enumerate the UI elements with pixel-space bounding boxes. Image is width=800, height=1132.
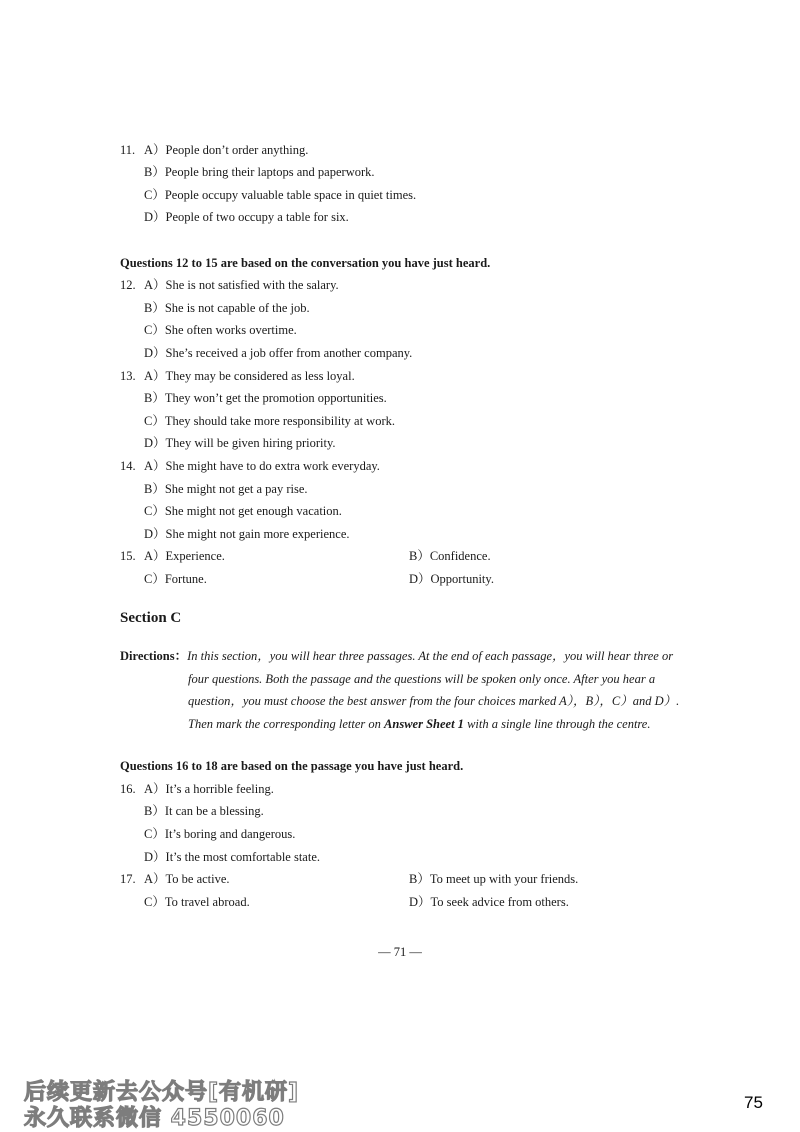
- directions-line-4-start: Then mark the corresponding letter on: [188, 717, 385, 732]
- question-11-option-c: C）People occupy valuable table space in quiet times.: [144, 188, 417, 202]
- question-17-option-a: A）To be active.: [144, 872, 230, 886]
- question-15-number: 15.: [120, 549, 136, 563]
- question-15-option-b: B）Confidence.: [409, 549, 491, 563]
- question-11-option-b: B）People bring their laptops and paperwork.: [144, 165, 375, 179]
- question-17-option-b: B）To meet up with your friends.: [409, 872, 579, 886]
- question-13-option-d: D）They will be given hiring priority.: [144, 436, 336, 450]
- question-12-number: 12.: [120, 278, 136, 292]
- watermark-line-2: 永久联系微信 4550060: [24, 1106, 285, 1131]
- question-15-option-d: D）Opportunity.: [409, 572, 494, 586]
- question-12-option-a: A）She is not satisfied with the salary.: [144, 278, 339, 292]
- question-12-option-d: D）She’s received a job offer from another company.: [144, 346, 413, 360]
- watermark-line-1: 后续更新去公众号[有机研]: [24, 1080, 300, 1105]
- question-11-option-a: A）People don’t order anything.: [144, 143, 309, 157]
- question-15-option-a: A）Experience.: [144, 549, 225, 563]
- question-15-option-c: C）Fortune.: [144, 572, 207, 586]
- question-13-option-c: C）They should take more responsibility at work.: [144, 414, 396, 428]
- directions-line-1: In this section，you will hear three passages. At the end of each passage，you will hear three or: [187, 649, 674, 663]
- question-13-option-b: B）They won’t get the promotion opportunities.: [144, 391, 387, 405]
- page-number: — 71 —: [378, 945, 422, 959]
- question-16-option-c: C）It’s boring and dangerous.: [144, 827, 296, 841]
- corner-page-number: 75: [744, 1093, 763, 1112]
- section-c-directions: [120, 645, 690, 736]
- question-16-number: 16.: [120, 782, 136, 796]
- question-16-option-a: A）It’s a horrible feeling.: [144, 782, 274, 796]
- question-12-option-b: B）She is not capable of the job.: [144, 301, 310, 315]
- question-11-option-d: D）People of two occupy a table for six.: [144, 210, 349, 224]
- directions-label: Directions：: [120, 649, 188, 663]
- question-16-option-b: B）It can be a blessing.: [144, 804, 264, 818]
- question-14-option-c: C）She might not get enough vacation.: [144, 504, 342, 518]
- question-13-number: 13.: [120, 369, 136, 383]
- question-17-number: 17.: [120, 872, 136, 886]
- question-12-option-c: C）She often works overtime.: [144, 323, 297, 337]
- question-11-number: 11.: [120, 143, 136, 157]
- question-group-heading-12-15: Questions 12 to 15 are based on the conversation you have just heard.: [120, 256, 491, 270]
- question-14-number: 14.: [120, 459, 136, 473]
- question-14-option-d: D）She might not gain more experience.: [144, 527, 350, 541]
- question-13-option-a: A）They may be considered as less loyal.: [144, 369, 355, 383]
- directions-line-2: four questions. Both the passage and the questions will be spoken only once. After you hear a: [188, 671, 656, 686]
- directions-line-4-end: with a single line through the centre.: [463, 717, 651, 732]
- question-16-option-d: D）It’s the most comfortable state.: [144, 850, 321, 864]
- directions-line-3: question，you must choose the best answer from the four choices marked A），B），C）and D）.: [188, 694, 680, 709]
- answer-sheet-reference: Answer Sheet 1: [384, 717, 464, 732]
- question-group-heading-16-18: Questions 16 to 18 are based on the passage you have just heard.: [120, 759, 464, 773]
- question-14-option-a: A）She might have to do extra work everyday.: [144, 459, 380, 473]
- question-17-option-c: C）To travel abroad.: [144, 895, 250, 909]
- section-c-title: Section C: [120, 610, 182, 626]
- question-17-option-d: D）To seek advice from others.: [409, 895, 569, 909]
- question-14-option-b: B）She might not get a pay rise.: [144, 482, 308, 496]
- directions-line-4: [120, 713, 690, 736]
